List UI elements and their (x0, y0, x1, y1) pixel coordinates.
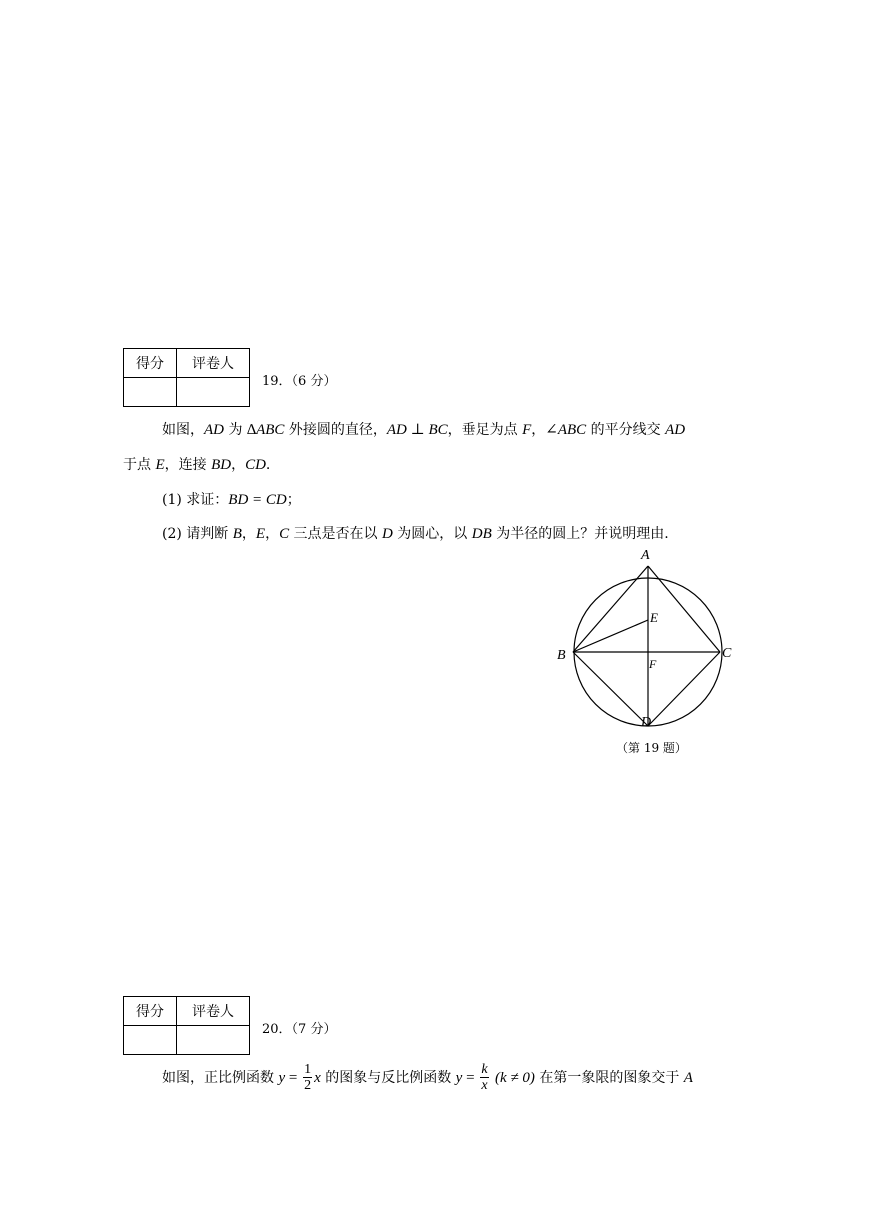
q19-score-label: 得分 (124, 349, 177, 378)
segment-ac (648, 566, 720, 652)
segment-cd (648, 652, 720, 726)
q20-score-label: 得分 (124, 997, 177, 1026)
segment-be (573, 620, 648, 652)
fraction-k-over-x: $\frac{k}{x}$ (481, 1062, 488, 1093)
q19-grader-label: 评卷人 (177, 349, 250, 378)
label-e: E (650, 610, 658, 625)
q20-score-cell[interactable] (124, 1026, 177, 1055)
label-f: F (649, 657, 657, 671)
fraction-one-half: $\frac{1}{2}$ (304, 1062, 312, 1093)
label-b: B (557, 648, 566, 663)
q20-grader-cell[interactable] (177, 1026, 250, 1055)
q20-score-table (123, 996, 250, 1055)
q19-line1: 如图，AD 为 ∆ABC 外接圆的直径，AD ⊥ BC，垂足为点 F，∠ABC 的平分线交 AD (162, 422, 686, 438)
q19-part1: (1) 求证：BD = CD； (162, 492, 301, 508)
q19-grader-cell[interactable] (177, 378, 250, 407)
q20-grader-label: 评卷人 (177, 997, 250, 1026)
q19-geometry-figure (552, 540, 752, 735)
q20-line1: 如图，正比例函数 y = $\frac{1}{2}$ x 的图象与反比例函数 y = $\frac{k}{x}$ (k ≠ 0) 在第一象限的图象交于 A (162, 1062, 693, 1093)
q19-part2: (2) 请判断 B，E，C 三点是否在以 D 为圆心，以 DB 为半径的圆上？并说明理由. (162, 526, 669, 542)
q19-line2: 于点 E，连接 BD，CD. (123, 457, 271, 473)
label-c: C (722, 646, 732, 661)
segment-ab (573, 566, 648, 652)
label-d: D (641, 715, 652, 730)
label-a: A (641, 548, 650, 563)
q19-score-table (123, 348, 250, 407)
q19-figure-caption: （第 19 题） (616, 741, 687, 755)
q20-header: 20．（7 分） (262, 1022, 337, 1037)
q19-score-cell[interactable] (124, 378, 177, 407)
q19-header: 19．（6 分） (262, 374, 337, 389)
